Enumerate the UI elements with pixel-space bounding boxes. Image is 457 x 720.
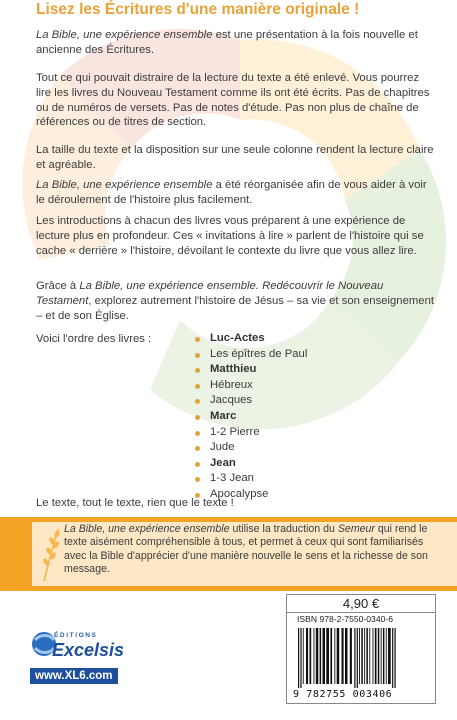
book-list-item <box>202 409 307 425</box>
barcode-bar <box>330 628 332 684</box>
book-list-item <box>202 362 307 378</box>
book-name: Les épîtres de Paul <box>210 347 308 360</box>
paragraph-distractions: Tout ce qui pouvait distraire de la lecture du texte a été enlevé. Vous pourrez lire les livres du Nouveau Testament comme ils ont été écrits. Pas de chapitres ou de numéros de versets. Pas de notes d'étude. Pas non plus de chaîne de références ou de titres de section. <box>36 72 430 129</box>
band-text-part: utilise la traduction du <box>229 523 338 535</box>
book-list <box>202 331 307 503</box>
book-name: 1-3 Jean <box>210 472 254 485</box>
bullet-icon <box>195 477 200 482</box>
barcode-bar <box>378 628 380 684</box>
paragraph-layout: La taille du texte et la disposition sur une seule colonne rendent la lecture claire et agréable. <box>36 144 434 171</box>
wheat-icon <box>38 525 62 583</box>
barcode-bar <box>357 628 358 688</box>
barcode-bar <box>345 628 348 684</box>
barcode-bar <box>361 628 363 684</box>
translation-band <box>0 517 457 591</box>
barcode-bar <box>364 628 365 684</box>
barcode-bar <box>323 628 326 684</box>
book-name: Hébreux <box>210 378 253 391</box>
publisher-url[interactable]: www.XL6.com <box>30 668 118 684</box>
barcode-bar <box>359 628 360 684</box>
barcode-bar <box>388 628 391 684</box>
publisher-editions: ÉDITIONS <box>54 632 98 639</box>
barcode-digits: 9 782755 003406 <box>293 689 393 700</box>
bullet-icon <box>195 399 200 404</box>
paragraph-text: est une présentation à la fois nouvelle et ancienne des Écritures. <box>36 29 418 56</box>
book-order-label: Voici l'ordre des livres : <box>36 333 152 345</box>
barcode-bar <box>381 628 382 684</box>
barcode-bar <box>298 628 299 688</box>
translation-note <box>64 523 434 577</box>
book-list-item <box>202 471 307 487</box>
barcode-bar <box>369 628 370 684</box>
book-list-item <box>202 393 307 409</box>
book-name: Jacques <box>210 394 253 407</box>
book-title-italic: La Bible, une expérience ensemble. Redécouvrir le Nouveau Testament <box>36 280 384 307</box>
barcode-bar <box>354 628 355 688</box>
publisher-name: Excelsis <box>52 640 125 660</box>
barcode-bar <box>314 628 315 684</box>
band-text-part: qui rend le texte aisément compréhensible à tous, et permet à ceux qui sont familiarisés avec la Bible d'apprécier d'une manière nouvelle le sens et la richesse de son message. <box>64 523 428 576</box>
bullet-icon <box>195 462 200 467</box>
book-name: Apocalypse <box>210 487 269 500</box>
barcode-bar <box>366 628 368 684</box>
bullet-icon <box>195 337 200 342</box>
bullet-icon <box>195 431 200 436</box>
book-title-italic: La Bible, une expérience ensemble <box>64 523 230 535</box>
bullet-icon <box>195 415 200 420</box>
barcode-bar <box>386 628 387 684</box>
book-name: 1-2 Pierre <box>210 425 260 438</box>
barcode-bar <box>334 628 335 684</box>
price-box <box>286 594 436 613</box>
translation-name: Semeur <box>337 523 375 535</box>
bullet-icon <box>195 368 200 373</box>
bullet-icon <box>195 353 200 358</box>
book-list-item <box>202 425 307 441</box>
barcode <box>296 628 428 688</box>
barcode-bar <box>350 628 352 684</box>
barcode-bar <box>395 628 396 688</box>
barcode-bar <box>310 628 312 684</box>
book-list-item <box>202 347 307 363</box>
barcode-bar <box>316 628 319 684</box>
book-list-item <box>202 456 307 472</box>
isbn: ISBN 978-2-7550-0340-6 <box>297 614 394 624</box>
intro-paragraph <box>36 28 436 58</box>
isbn-box <box>286 612 436 704</box>
barcode-bar <box>383 628 385 684</box>
barcode-bar <box>320 628 322 684</box>
barcode-bar <box>375 628 377 684</box>
barcode-bar <box>326 628 329 684</box>
barcode-bar <box>373 628 374 684</box>
book-name: Luc-Actes <box>210 332 265 344</box>
bullet-icon <box>195 446 200 451</box>
bullet-icon <box>195 384 200 389</box>
book-name: Jean <box>210 456 236 469</box>
barcode-bar <box>392 628 393 688</box>
paragraph-reorganized <box>36 178 436 208</box>
barcode-bar <box>303 628 304 684</box>
paragraph-text: a été réorganisée afin de vous aider à voir le déroulement de l'histoire plus facilement. <box>36 179 427 206</box>
book-list-item <box>202 440 307 456</box>
book-name: Matthieu <box>210 363 257 376</box>
book-title-italic: La Bible, une expérience ensemble <box>36 179 213 191</box>
paragraph-text: Grâce à <box>36 280 80 292</box>
book-list-item <box>202 378 307 394</box>
barcode-bar <box>300 628 301 688</box>
barcode-bar <box>337 628 340 684</box>
paragraph-grace <box>36 279 436 323</box>
book-name: Jude <box>210 441 235 454</box>
price: 4,90 € <box>342 596 380 611</box>
book-list-item <box>202 331 307 347</box>
back-cover-title: Lisez les Écritures d'une manière originale ! <box>36 1 360 18</box>
closing-line: Le texte, tout le texte, rien que le texte ! <box>36 497 234 509</box>
book-name: Marc <box>210 409 237 422</box>
paragraph-introductions: Les introductions à chacun des livres vous préparent à une expérience de lecture plus en profondeur. Ces « invitations à lire » parlent de l'histoire qui se cache « derrière » l'histoire, dévoilant le contexte du livre que vous allez lire. <box>36 215 424 257</box>
paragraph-text: , explorez autrement l'histoire de Jésus – sa vie et son enseignement – et de son Église. <box>36 294 434 322</box>
barcode-bar <box>306 628 308 684</box>
book-title-italic: La Bible, une expérience ensemble <box>36 29 213 41</box>
barcode-bar <box>342 628 344 684</box>
